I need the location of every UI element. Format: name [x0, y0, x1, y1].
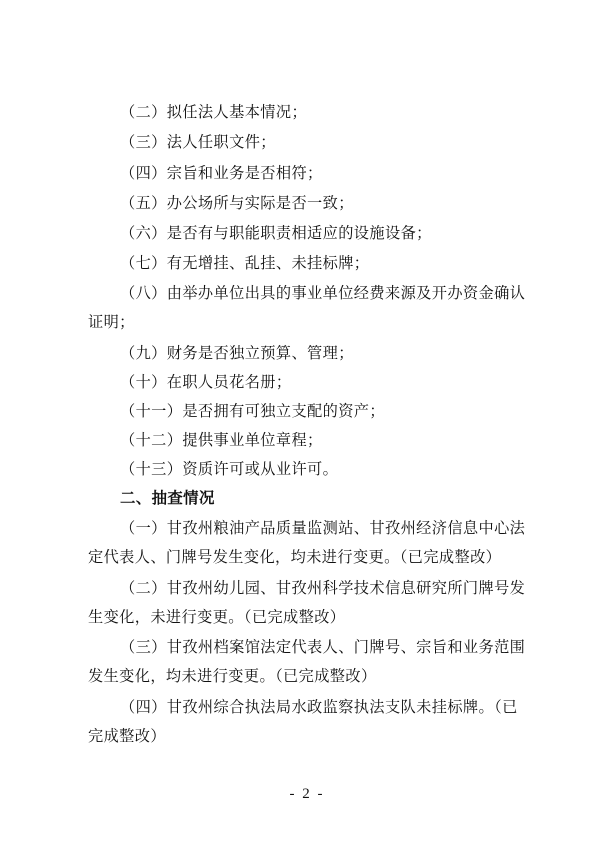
finding-1-line-2: 定代表人、门牌号发生变化，均未进行变更。（已完成整改） [88, 548, 502, 566]
list-item-9: （九）财务是否独立预算、管理； [120, 344, 354, 362]
finding-1-line-1: （一）甘孜州粮油产品质量监测站、甘孜州经济信息中心法 [120, 519, 526, 537]
list-item-7: （七）有无增挂、乱挂、未挂标牌； [120, 254, 370, 272]
list-item-8-continuation: 证明； [88, 313, 135, 331]
section-heading: 二、抽查情况 [120, 489, 215, 507]
finding-3-line-1: （三）甘孜州档案馆法定代表人、门牌号、宗旨和业务范围 [120, 638, 526, 656]
finding-2-line-2: 生变化，未进行变更。（已完成整改） [88, 608, 346, 626]
list-item-3: （三）法人任职文件； [120, 133, 276, 151]
list-item-6: （六）是否有与职能职责相适应的设施设备； [120, 224, 432, 242]
finding-4-line-1: （四）甘孜州综合执法局水政监察执法支队未挂标牌。（已 [120, 698, 518, 716]
list-item-5: （五）办公场所与实际是否一致； [120, 194, 354, 212]
finding-3-line-2: 发生变化，均未进行变更。（已完成整改） [88, 667, 377, 685]
list-item-4: （四）宗旨和业务是否相符； [120, 164, 323, 182]
finding-4-line-2: 完成整改） [88, 727, 166, 745]
page-number: - 2 - [289, 786, 325, 802]
list-item-12: （十二）提供事业单位章程； [120, 431, 323, 449]
list-item-11: （十一）是否拥有可独立支配的资产； [120, 402, 385, 420]
list-item-13: （十三）资质许可或从业许可。 [120, 460, 339, 478]
list-item-2: （二）拟任法人基本情况； [120, 103, 308, 121]
list-item-8: （八）由举办单位出具的事业单位经费来源及开办资金确认 [120, 284, 526, 302]
list-item-10: （十）在职人员花名册； [120, 373, 292, 391]
finding-2-line-1: （二）甘孜州幼儿园、甘孜州科学技术信息研究所门牌号发 [120, 579, 526, 597]
